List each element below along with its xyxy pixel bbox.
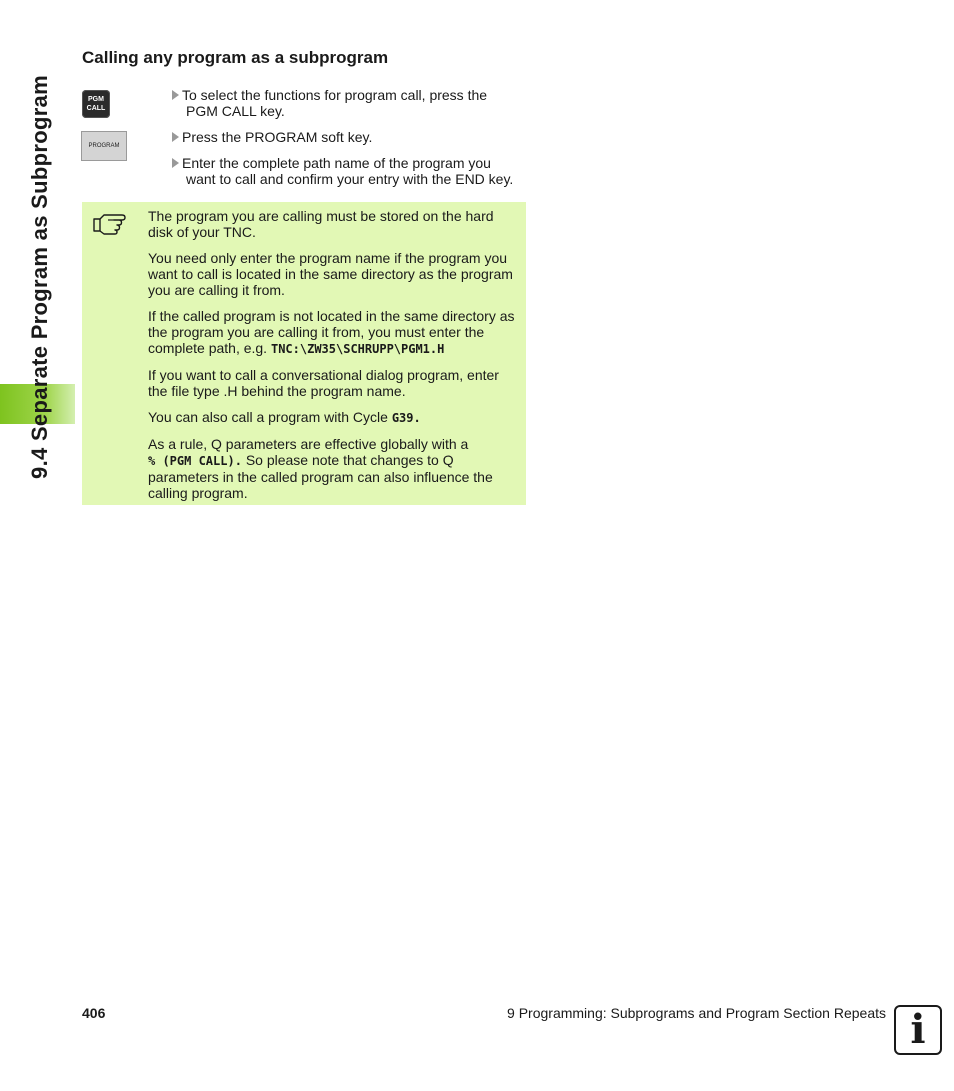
- note-paragraph-3: [148, 308, 520, 357]
- step-2: [172, 129, 532, 145]
- step-3-line-1: Enter the complete path name of the program you: [182, 155, 491, 171]
- note-paragraph-2: You need only enter the program name if the program you want to call is located in the same directory as the program you are calling it from.: [148, 250, 513, 298]
- note-paragraph-4: If you want to call a conversational dialog program, enter the file type .H behind the program name.: [148, 367, 499, 399]
- step-1-line-2: PGM CALL key.: [186, 103, 285, 119]
- note-paragraph-1: The program you are calling must be stored on the hard disk of your TNC.: [148, 208, 494, 240]
- page-number: 406: [82, 1005, 106, 1021]
- footer-chapter-title: 9 Programming: Subprograms and Program Section Repeats: [507, 1005, 886, 1021]
- chapter-side-title: [10, 42, 70, 512]
- section-heading: Calling any program as a subprogram: [82, 48, 389, 67]
- note-paragraph-5: [148, 409, 520, 426]
- path-code: TNC:\ZW35\SCHRUPP\PGM1.H: [270, 342, 445, 356]
- pgm-call-key-icon: [82, 90, 110, 118]
- pgm-call-key-label-2: CALL: [86, 105, 106, 112]
- note-paragraph-3-text: If the called program is not located in the same directory as the program you are calling it from, you must enter the complete path, e.g.: [148, 308, 515, 356]
- note-paragraph-6-text-a: As a rule, Q parameters are effective globally with a: [148, 436, 469, 452]
- triangle-bullet-icon: [172, 132, 179, 142]
- pgm-call-key-label-1: PGM: [88, 96, 104, 103]
- info-icon: i: [894, 1005, 942, 1055]
- note-text: [148, 208, 520, 511]
- note-paragraph-6-text-b: So please note that changes to Q parameters in the called program can also influence the calling program.: [148, 452, 493, 501]
- step-3-line-2: want to call and confirm your entry with the END key.: [186, 171, 514, 187]
- cycle-code: G39.: [391, 411, 421, 425]
- note-paragraph-5-text: You can also call a program with Cycle: [148, 409, 388, 425]
- note-box: [82, 202, 526, 505]
- step-3: [172, 155, 532, 187]
- note-paragraph-6: [148, 436, 520, 501]
- triangle-bullet-icon: [172, 158, 179, 168]
- chapter-side-title-text: 9.4 Separate Program as Subprogram: [27, 75, 52, 479]
- step-2-line-1: Press the PROGRAM soft key.: [182, 129, 373, 145]
- pointing-hand-icon: [92, 210, 128, 236]
- pgm-call-code: % (PGM CALL).: [148, 454, 242, 468]
- program-softkey-label: PROGRAM: [88, 143, 120, 149]
- step-1-line-1: To select the functions for program call, press the: [182, 87, 488, 103]
- step-1: [172, 87, 532, 119]
- triangle-bullet-icon: [172, 90, 179, 100]
- program-softkey-icon: [81, 131, 127, 161]
